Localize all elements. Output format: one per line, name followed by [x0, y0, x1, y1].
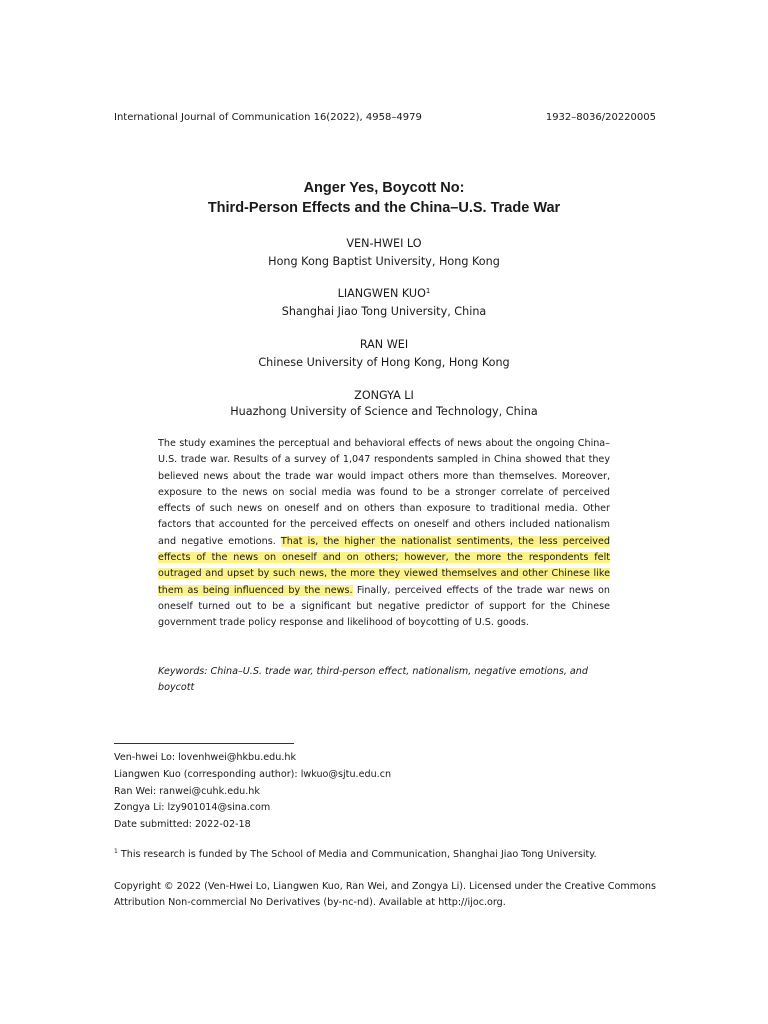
keywords: Keywords: China–U.S. trade war, third-person effect, nationalism, negative emotions, and boycott — [158, 666, 588, 694]
abstract: The study examines the perceptual and behavioral effects of news about the ongoing China–U.S. trade war. Results of a survey of 1,047 respondents sampled in China showed that they believed news about the trade war would impact others more than themselves. Moreover, exposure to the news on social media was found to be a stronger correlate of perceived effects of such news on oneself and on others than exposure to traditional media. Other factors that accounted for the perceived effects on oneself and others included nationalism and negative emotions. That is, the higher the nationalist sentiments, the less perceived effects of the news on oneself and on others; however, the more the respondents felt outraged and upset by such news, the more they viewed themselves and other Chinese like them as being influenced by the news. Finally, perceived effects of the trade war news on oneself turned out to be a significant but negative predictor of support for the Chinese government trade policy response and likelihood of boycotting of U.S. goods. — [158, 438, 610, 629]
issn: 1932–8036/20220005 — [545, 112, 656, 123]
contact-line: Liangwen Kuo (corresponding author): lwkuo@sjtu.edu.cn — [114, 768, 392, 780]
contact-line: Ran Wei: ranwei@cuhk.edu.hk — [114, 785, 260, 797]
footnote-divider — [114, 743, 294, 744]
author-affiliation: Huazhong University of Science and Technology, China — [230, 405, 538, 418]
contact-line: Zongya Li: lzy901014@sina.com — [114, 802, 271, 814]
title-line-1: Anger Yes, Boycott No: — [303, 180, 465, 196]
footnote-marker: 1 — [425, 287, 431, 295]
footnote-marker: 1 — [114, 848, 118, 855]
author-name: VEN-HWEI LO — [346, 237, 422, 250]
author-affiliation: Shanghai Jiao Tong University, China — [281, 305, 487, 318]
author-affiliation: Hong Kong Baptist University, Hong Kong — [268, 255, 500, 268]
date-submitted: Date submitted: 2022-02-18 — [114, 819, 251, 831]
author-name: ZONGYA LI — [354, 389, 414, 402]
contact-line: Ven-hwei Lo: lovenhwei@hkbu.edu.hk — [114, 752, 297, 763]
author-affiliation: Chinese University of Hong Kong, Hong Kong — [258, 356, 510, 369]
copyright-notice: Copyright © 2022 (Ven-Hwei Lo, Liangwen Kuo, Ran Wei, and Zongya Li). Licensed under the Creative Commons Attribution Non-commercial No Derivatives (by-nc-nd). Available at http://ijoc.org. — [114, 881, 656, 909]
author-name: RAN WEI — [359, 338, 409, 351]
highlighted-text[interactable]: That is, the higher the nationalist sentiments, the less perceived effects of the news on oneself and on others; however, the more the respondents felt outraged and upset by such news, the more they viewed themselves and other Chinese like them as being influenced by the news. — [158, 535, 610, 596]
funding-footnote: $^1$ This research is funded by The School of Media and Communication, Shanghai Jiao Tong University. — [114, 848, 597, 860]
title-line-2: Third-Person Effects and the China–U.S. Trade War — [207, 200, 561, 216]
author-name: LIANGWEN KUO$^1$ — [337, 287, 431, 300]
journal-citation: International Journal of Communication 16(2022), 4958–4979 — [114, 112, 422, 123]
author-contacts — [114, 750, 674, 834]
